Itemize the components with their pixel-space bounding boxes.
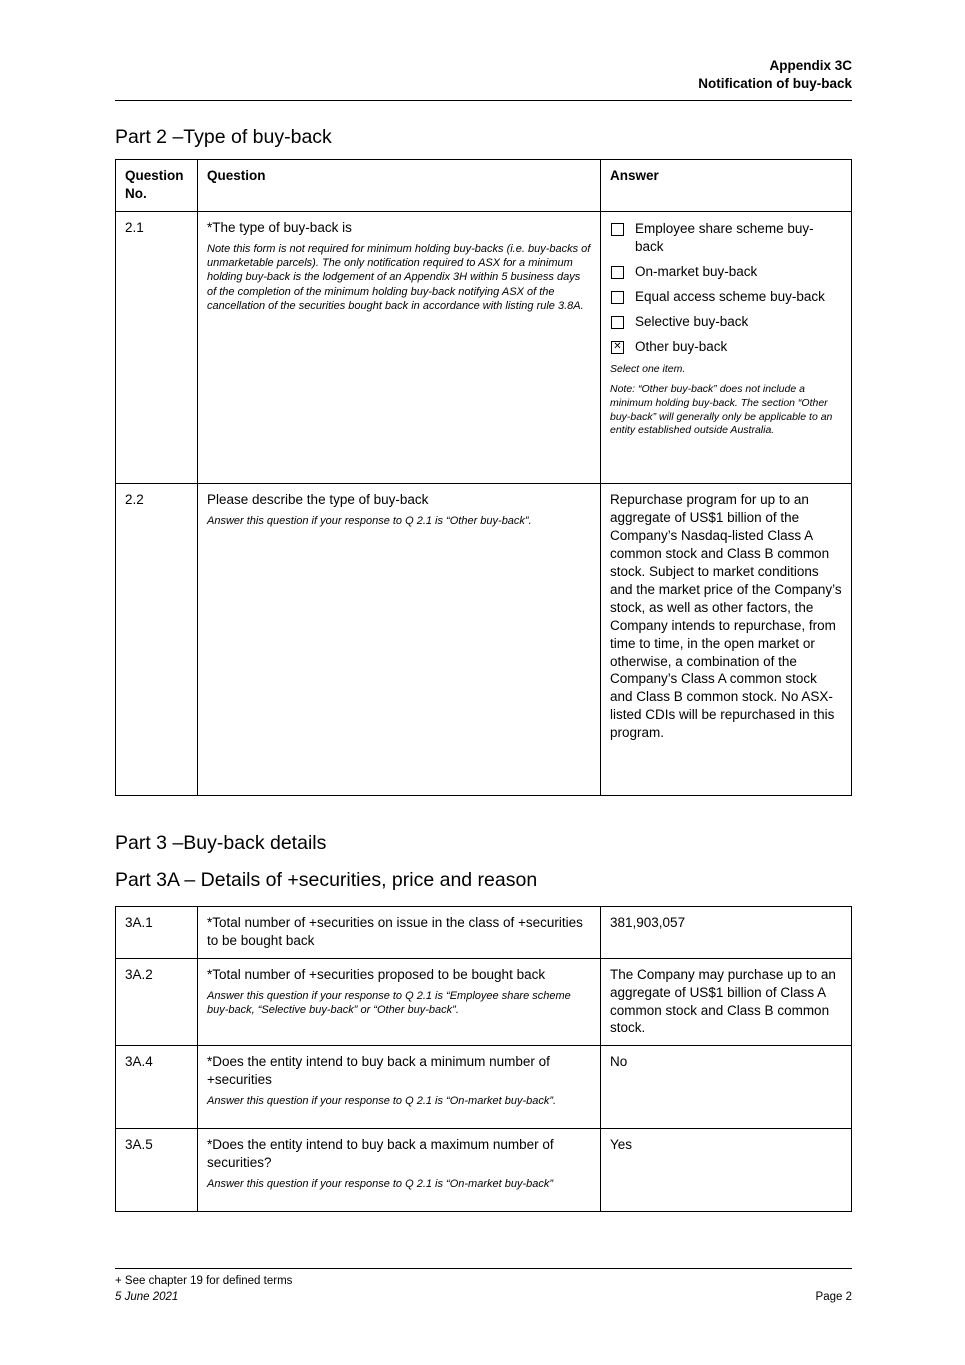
document-footer bbox=[115, 1268, 852, 1305]
page-number: Page 2 bbox=[815, 1290, 852, 1303]
question-note-3a-2: Answer this question if your response to Q 2.1 is “Employee share scheme buy-back, “Selective buy-back” or “Other buy-back”. bbox=[207, 989, 571, 1016]
column-header-question: Question bbox=[198, 160, 601, 212]
question-cell-3a-2 bbox=[198, 958, 601, 1046]
checkbox-item-employee-share-scheme bbox=[610, 220, 842, 256]
checkbox-item-equal-access bbox=[610, 288, 842, 306]
answer-text-3a-2: The Company may purchase up to an aggregate of US$1 billion of Class A common stock and Class B common stock. bbox=[610, 966, 836, 1036]
appendix-title: Appendix 3C bbox=[769, 58, 852, 73]
question-no-3a-4: 3A.4 bbox=[116, 1046, 198, 1129]
select-one-item-note: Select one item. bbox=[610, 362, 686, 375]
question-text-2-1: *The type of buy-back is bbox=[207, 219, 352, 235]
part2-heading: Part 2 –Type of buy-back bbox=[115, 125, 332, 148]
answer-text-3a-4: No bbox=[610, 1054, 628, 1070]
question-no-3a-1: 3A.1 bbox=[116, 906, 198, 958]
table-row-3a-2 bbox=[116, 958, 852, 1046]
question-note-2-1: Note this form is not required for minimum holding buy-backs (i.e. buy-backs of unmarketable parcels). The only notification required to ASX for a minimum holding buy-back is the lodgement of an Appendix 3H within 5 business days of the completion of the minimum holding buy-back notifying ASX of the cancellation of the securities bought back in accordance with listing rule 3.8A. bbox=[207, 242, 591, 313]
question-no-2-1: 2.1 bbox=[116, 211, 198, 483]
answer-cell-2-1 bbox=[601, 211, 852, 483]
checkbox-item-on-market bbox=[610, 263, 842, 281]
part3a-table bbox=[115, 906, 852, 1213]
footer-date: 5 June 2021 bbox=[115, 1290, 179, 1303]
answer-cell-3a-1 bbox=[601, 906, 852, 958]
answer-cell-3a-2 bbox=[601, 958, 852, 1046]
checkbox-label: Employee share scheme buy-back bbox=[635, 220, 814, 254]
question-note-3a-5: Answer this question if your response to Q 2.1 is “On-market buy-back” bbox=[207, 1178, 554, 1191]
checkbox-label: Equal access scheme buy-back bbox=[635, 288, 825, 304]
answer-text-3a-5: Yes bbox=[610, 1137, 633, 1153]
question-text-3a-2: *Total number of +securities proposed to be bought back bbox=[207, 966, 546, 982]
question-no-3a-5: 3A.5 bbox=[116, 1129, 198, 1212]
checkbox-label: Selective buy-back bbox=[635, 313, 749, 329]
checkbox-unchecked-icon bbox=[611, 291, 624, 304]
question-no-3a-2: 3A.2 bbox=[116, 958, 198, 1046]
question-cell-3a-4 bbox=[198, 1046, 601, 1129]
form-title: Notification of buy-back bbox=[698, 75, 852, 91]
answer-text-3a-1: 381,903,057 bbox=[610, 914, 686, 930]
part3a-heading: Part 3A – Details of +securities, price and reason bbox=[115, 869, 538, 892]
question-no-2-2: 2.2 bbox=[116, 483, 198, 795]
checkbox-label: On-market buy-back bbox=[635, 263, 758, 279]
checkbox-unchecked-icon bbox=[611, 316, 624, 329]
question-note-3a-4: Answer this question if your response to Q 2.1 is “On-market buy-back”. bbox=[207, 1095, 557, 1108]
answer-text-2-2: Repurchase program for up to an aggregate of US$1 billion of the Company’s Nasdaq-listed Class A common stock and Class B common stock. Subject to market conditions and the market price of the Company’s stock, as well as other factors, the Company intends to repurchase, from time to time, in the open market or otherwise, a combination of the Company’s Class A common stock and Class B common stock. No ASX-listed CDIs will be repurchased in this program. bbox=[610, 491, 842, 741]
table-row-3a-5 bbox=[116, 1129, 852, 1212]
question-note-2-2: Answer this question if your response to Q 2.1 is “Other buy-back”. bbox=[207, 514, 532, 527]
question-cell-2-1 bbox=[198, 211, 601, 483]
table-row-2-2 bbox=[116, 483, 852, 795]
defined-terms-note: + See chapter 19 for defined terms bbox=[115, 1275, 293, 1287]
answer-cell-3a-5 bbox=[601, 1129, 852, 1212]
question-text-3a-4: *Does the entity intend to buy back a minimum number of +securities bbox=[207, 1054, 550, 1088]
document-header bbox=[115, 0, 852, 101]
column-header-question-no: Question No. bbox=[116, 160, 198, 212]
checkbox-checked-icon bbox=[611, 341, 624, 354]
checkbox-unchecked-icon bbox=[611, 266, 624, 279]
column-header-answer: Answer bbox=[601, 160, 852, 212]
question-cell-2-2 bbox=[198, 483, 601, 795]
checkbox-unchecked-icon bbox=[611, 223, 624, 236]
part2-table-header-row bbox=[116, 160, 852, 212]
page-content bbox=[115, 0, 852, 1212]
checkbox-item-selective bbox=[610, 313, 842, 331]
answer-cell-3a-4 bbox=[601, 1046, 852, 1129]
question-cell-3a-1 bbox=[198, 906, 601, 958]
answer-note-2-1: Note: “Other buy-back” does not include a minimum holding buy-back. The section “Other buy-back” will generally only be applicable to an entity established outside Australia. bbox=[610, 383, 833, 437]
table-row-3a-1 bbox=[116, 906, 852, 958]
checkbox-item-other bbox=[610, 338, 842, 356]
table-row-2-1 bbox=[116, 211, 852, 483]
table-row-3a-4 bbox=[116, 1046, 852, 1129]
answer-cell-2-2 bbox=[601, 483, 852, 795]
checkbox-label: Other buy-back bbox=[635, 338, 728, 354]
question-cell-3a-5 bbox=[198, 1129, 601, 1212]
question-text-3a-5: *Does the entity intend to buy back a maximum number of securities? bbox=[207, 1137, 554, 1171]
part3-heading: Part 3 –Buy-back details bbox=[115, 831, 327, 854]
question-text-2-2: Please describe the type of buy-back bbox=[207, 491, 429, 507]
question-text-3a-1: *Total number of +securities on issue in the class of +securities to be bought back bbox=[207, 914, 583, 948]
part2-table bbox=[115, 159, 852, 796]
